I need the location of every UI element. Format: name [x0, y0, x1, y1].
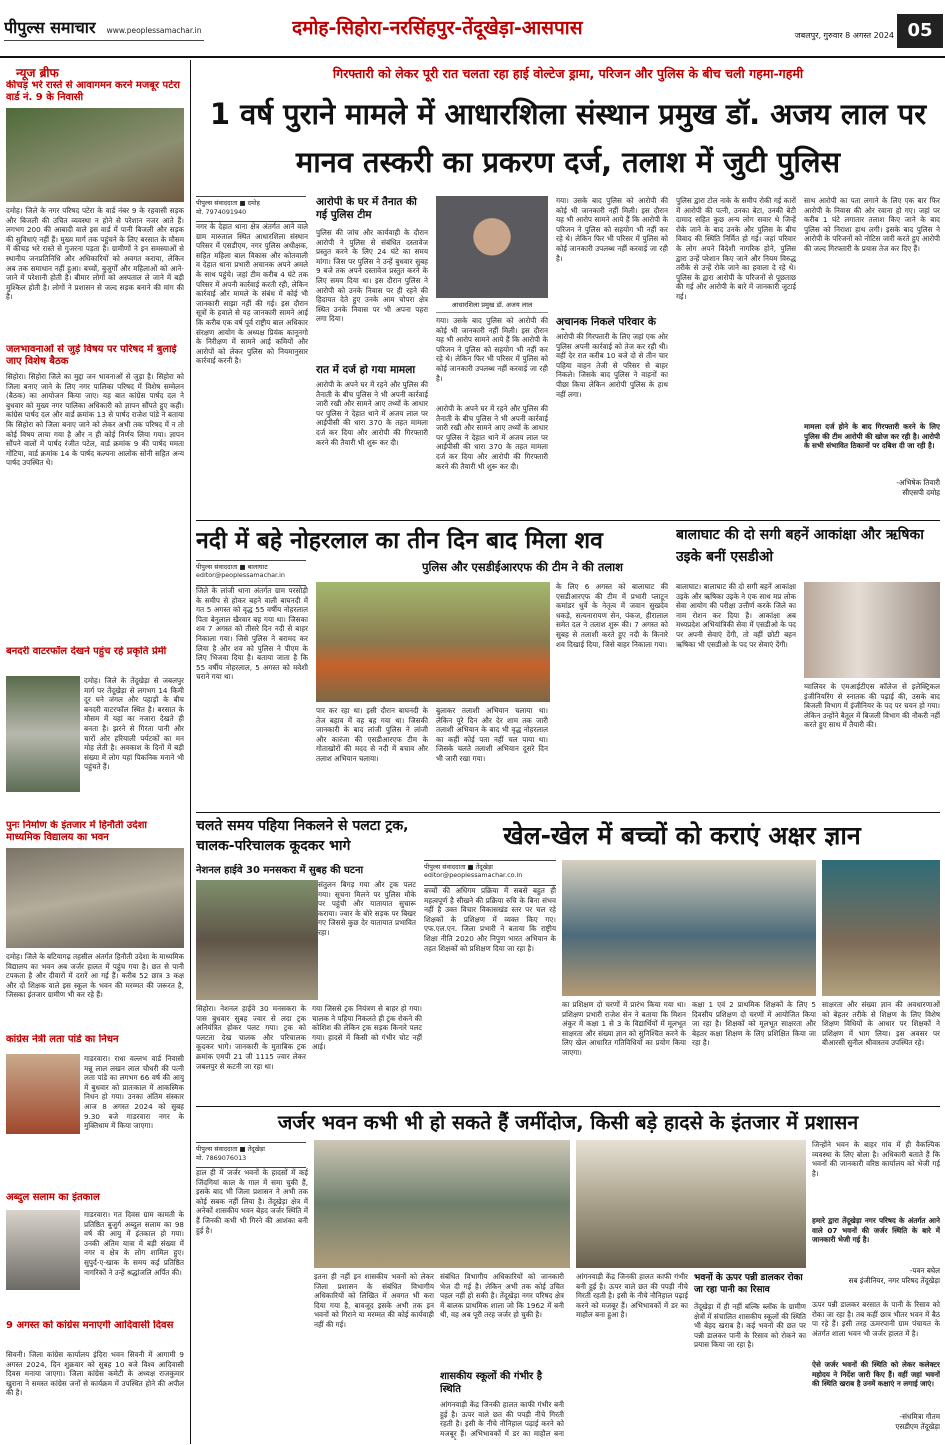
- truck-col1: सिहोरा। नेशनल हाईवे 30 मनसकरा के पास बुधवार सुबह ज्वार से लदा ट्रक अनियंत्रित होकर पलट गया। ट्रक को पलटता देख चालक और परिचालक कूदकर भागे। जानकारी के मुताबिक ट्रक क्रमांक एमपी 21 जी 1115 ज्वार लेकर जबलपुर से कटनी जा रहा था।: [196, 1004, 306, 1071]
- brief-7-title: 9 अगस्त को कांग्रेस मनाएगी आदिवासी दिवस: [6, 1320, 174, 1331]
- flood-col1: जिले के लांजी थाना अंतर्गत ग्राम परसोड़ी के समीप से होकर बहने वाली बाघनदी में गत 5 अगस्त को वृद्ध 55 वर्षीय नोहरलाल पिता बेनुलाल खैरवार बह गया था। जिसका शव 7 अगस्त को तीसरे दिन नदी से बाहर निकाला गया। जिसे पुलिस ने बरामद कर लिया है और शव को पुलिस ने पीएम के लिए भिजवा दिया है। बताया जाता है कि 55 वर्षीय नोहरलाल, 5 अगस्त को मवेशी चराने गया था।: [196, 586, 308, 682]
- khel-headline: खेल-खेल में बच्चों को कराएं अक्षर ज्ञान: [503, 821, 861, 850]
- lead-col1: नगर के देहात थाना क्षेत्र अंतर्गत आने वाले ग्राम मारुताल स्थित आधारशिला संस्थान परिसर में एसडीएम, नगर पुलिस अधीक्षक, सहित महिला बाल विकास और कोतवाली व देहात थाना प्रभारी अचानक अपने अमले के साथ पहुंचे। जहां टीम करीब 4 घंटे तक परिसर में अपनी कार्रवाई करती रही, लेकिन कार्रवाई और मामले के संबंध में कोई भी जानकारी साझा नहीं की गई। इस दौरान सूत्रों के हवाले से यह जानकारी सामने आई कि करीब एक वर्ष पूर्व राष्ट्रीय बाल अधिकार संरक्षण आयोग के अध्यक्ष प्रियंक कानूनगो के निरीक्षण में सामने आई कमियों और आरोपों को लेकर पुलिस को नियमानुसार कार्रवाई करनी है।: [196, 222, 308, 366]
- jarjar-col4: आंगनवाड़ी केंद्र जिनकी हालत काफी गंभीर बनी हुई है। ऊपर वाले छत की पपड़ी नीचे गिरती रहती है। इसी के नीचे नौनिहाल पढ़ाई करने को मजबूर हैं। अभिभावकों में डर का माहौल बना हुआ है।: [576, 1272, 688, 1320]
- brief-3-body: दमोह। जिले के तेंदूखेड़ा से जबलपुर मार्ग पर तेंदूखेड़ा से लगभग 14 किमी दूर घने जंगल और पहाड़ों के बीच बनदरी वाटरफॉल स्थित है। बरसात के मौसम में यहां का नजारा देखते ही बनता है। झरने से गिरता पानी और चारों ओर हरियाली पर्यटकों का मन मोह लेती है। अवकाश के दिनों में बड़ी संख्या में लोग यहां पिकनिक मनाने भी पहुंचते हैं।: [84, 676, 184, 772]
- masthead-rule: [0, 56, 945, 58]
- sdo-col2: ग्वालियर के एमआईटीएस कॉलेज से इलेक्ट्रिकल इंजीनियरिंग से स्नातक की पढ़ाई की, उसके बाद बिजली विभाग में इंजीनियर के पद पर चयन हो गया। लेकिन उन्होंने बैतूल में बिजली विभाग की नौकरी नहीं करते हुए साथ में तैयारी की।: [804, 682, 940, 730]
- masthead: [0, 0, 945, 56]
- lead-headline: 1 वर्ष पुराने मामले में आधारशिला संस्थान प्रमुख डॉ. अजय लाल पर मानव तस्करी का प्रकरण दर्ज, तलाश में जुटी पुलिस: [209, 97, 927, 179]
- lead-col2: पुलिस की जांच और कार्यवाही के दौरान आरोपी ने पुलिस से संबंधित दस्तावेज प्रस्तुत करने के लिए 24 घंटे का समय मांगा। जिस पर पुलिस ने उन्हें बुधवार सुबह 9 बजे तक अपने दस्तावेज प्रस्तुत करने के लिए समय दिया था। इस दौरान पुलिस ने आरोपी को उनके निवास पर ही रहने की हिदायत देते हुए उनके आम चोपरा क्षेत्र स्थित उनके निवास पर भी अपना पहरा लगा दिया।: [316, 228, 428, 324]
- jarjar-col2: इतना ही नहीं इन शासकीय भवनों को लेकर जिला प्रशासन के संबंधित विभागीय अधिकारियों को लिखित में अवगत भी करा दिया गया है, बावजूद इसके अभी तक इन भवनों को गिराने या मरम्मत की कोई कार्यवाही नहीं की गई।: [314, 1272, 434, 1329]
- lead-col3-head: अचानक निकले परिवार के: [556, 316, 656, 328]
- khel-col4: साक्षरता और संख्या ज्ञान की अवधारणाओं को बेहतर तरीके से शिक्षण के लिए विशेष शिक्षण विधियों के आधार पर शिक्षकों ने प्रशिक्षण में भाग लिया। इस अवसर पर बीआरसी सुनील श्रीवास्तव उपस्थित रहे।: [822, 1000, 940, 1048]
- flood-subhead: पुलिस और एसडीईआरएफ की टीम ने की तलाश: [422, 560, 623, 574]
- lead-col2-head: आरोपी के घर में तैनात की गई पुलिस टीम: [316, 196, 417, 221]
- brief-4-photo: [6, 848, 184, 948]
- flood-email: editor@peoplessamachar.in: [196, 571, 285, 579]
- page-number: 05: [897, 14, 943, 48]
- brief-1-body: दमोह। जिले के नगर परिषद पटेरा के वार्ड नंबर 9 के रहवासी सड़क और बिजली की उचित व्यवस्था न होने से परेशान नजर आते हैं। लगभग 200 की आबादी वाले इस वार्ड में पानी बिजली और सड़क की सुविधाएं नहीं हैं। मुख्य मार्ग तक पहुंचने के लिए बरसात के मौसम में कीचड़ भरे रास्ते से गुजरना पड़ता है। ग्रामीणों ने इन समस्याओं से स्थानीय जनप्रतिनिधि और अधिकारियों को अवगत कराया, लेकिन अब तक समाधान नहीं हुआ। बच्चों, बुजुर्गों और महिलाओं को आने-जाने में परेशानी होती है। बीमार लोगों को अस्पताल ले जाने में बड़ी मुश्किल होती है। लोगों ने प्रशासन से जल्द सड़क बनाने की मांग की है।: [6, 206, 184, 302]
- jarjar-photo-2: [576, 1140, 806, 1268]
- lead-kicker: गिरफ्तारी को लेकर पूरी रात चलता रहा हाई वोल्टेज ड्रामा, परिजन और पुलिस के बीच चली गहमा-गहमी: [332, 66, 804, 81]
- masthead-logo-block: [4, 16, 204, 41]
- truck-bottom-rule: [196, 1106, 940, 1107]
- jarjar-quote-1: हमारे द्वारा तेंदूखेड़ा नगर परिषद के अंतर्गत आने वाले 07 भवनों की जर्जर स्थिति के बारे में जानकारी भेजी गई है।: [812, 1216, 940, 1245]
- brief-6-body: गाडरवारा। गत दिवस ग्राम कामती के प्रतिष्ठित बुजुर्ग अब्दुल सलाम का 98 वर्ष की आयु में इंतकाल हो गया। उनकी अंतिम यात्रा में बड़ी संख्या में नगर व क्षेत्र के लोग शामिल हुए। सुपुर्द-ए-खाक के समय कई प्रतिष्ठित नागरिकों ने उन्हें श्रद्धांजलि अर्पित की।: [84, 1210, 184, 1277]
- jarjar-col5: तेंदूखेड़ा में ही नहीं बल्कि ब्लॉक के ग्रामीण क्षेत्रों में संचालित शासकीय स्कूलों की स्थिति भी बेहद खराब है। कई भवनों की छत पर पन्नी डालकर पानी के रिसाव को रोकने का प्रयास किया जा रहा है।: [694, 1302, 806, 1350]
- sdo-photo: [804, 582, 940, 678]
- brief-6-photo: [6, 1210, 80, 1290]
- jarjar-col3b: आंगनवाड़ी केंद्र जिनकी हालत काफी गंभीर बनी हुई है। ऊपर वाले छत की पपड़ी नीचे गिरती रहती है। इसी के नीचे नौनिहाल पढ़ाई करने को मजबूर हैं। अभिभावकों में डर का माहौल बना: [440, 1400, 564, 1438]
- jarjar-byline-text: पीपुल्स संवाददाता ■ तेंदूखेड़ा: [196, 1145, 265, 1153]
- sdo-headline: बालाघाट की दो सगी बहनें आकांक्षा और ऋषिका उइके बनीं एसडीओ: [676, 527, 924, 565]
- lead-bottom-rule: [196, 520, 940, 521]
- paper-url: www.peoplessamachar.in: [106, 26, 202, 35]
- brief-7-body: सिवनी। जिला कांग्रेस कार्यालय इंदिरा भवन सिवनी में आगामी 9 अगस्त 2024, दिन शुक्रवार को सुबह 10 बजे विश्व आदिवासी दिवस मनाया जाएगा। जिला कांग्रेस कमेटी के अध्यक्ष राजकुमार खुराना ने समस्त कांग्रेस जनों से कार्यक्रम में उपस्थित होने की अपील की है।: [6, 1350, 184, 1398]
- lead-col3: गया। उसके बाद पुलिस को आरोपी की कोई भी जानकारी नहीं मिली। इस दौरान यह भी आरोप सामने आये हैं कि आरोपी के परिजन ने पुलिस को सहयोग भी नहीं कर रहे थे। लेकिन फिर भी परिसर में पुलिस को कोई जानकारी उपलब्ध नहीं करवाई जा रही है।: [556, 196, 668, 263]
- lead-byline-text: पीपुल्स संवाददाता ■ दमोह: [196, 199, 260, 207]
- khel-col3: कक्षा 1 एवं 2 प्राथमिक शिक्षकों के लिए 5 दिवसीय प्रशिक्षण दो चरणों में आयोजित किया जा रहा है। शिक्षकों को मूलभूत साक्षरता और बेहतर कक्षा शिक्षण के लिए प्रशिक्षित किया जा रहा है।: [692, 1000, 816, 1048]
- region-title: [292, 14, 712, 44]
- brief-4-title: पुनः निर्माण के इंतजार में हिनौती उदेशा माध्यमिक विद्यालय का भवन: [6, 820, 147, 843]
- flood-col4: के लिए 6 अगस्त को बालाघाट की एसडीआरएफ की टीम में प्रभारी प्लाटून कमांडर धुर्वे के नेतृत्व में जवान सुखदेव धकड़े, सत्यनारायण सेन, पंकज, हीरालाल समेत दल ने तलाश शुरू की। 7 अगस्त को सुबह से तलाशी करते हुए नदी के किनारे शव दिखाई दिया, जिसे बाहर निकाला गया।: [556, 582, 668, 649]
- jarjar-byline: [196, 1142, 306, 1168]
- jarjar-subhead2: भवनों के ऊपर पन्नी डालकर रोका जा रहा पानी का रिसाव: [694, 1273, 803, 1295]
- jarjar-col1: हाल ही में जर्जर भवनों के हादसों में कई जिंदगियां काल के गाल में समा चुकी हैं, इसके बाद भी जिला प्रशासन ने अभी तक कोई सबक नहीं लिया है। तेंदूखेड़ा क्षेत्र में अनेकों शासकीय भवन बेहद जर्जर स्थिति में हैं जिनकी कभी भी गिरने की आशंका बनी हुई है।: [196, 1168, 308, 1235]
- khel-col2: का प्रशिक्षण दो चरणों में प्रारंभ किया गया था। प्रशिक्षण प्रभारी राजेश सेन ने बताया कि मिशन अंकुर में कक्षा 1 से 3 के विद्यार्थियों में मूलभूत साक्षरता और संख्या ज्ञान को सुनिश्चित करने के लिए खेल आधारित गतिविधियों का प्रयोग किया जाएगा।: [562, 1000, 686, 1057]
- dateline: जबलपुर, गुरुवार 8 अगस्त 2024: [794, 31, 894, 40]
- brief-3-photo: [6, 676, 80, 792]
- jarjar-photo-1: [314, 1140, 570, 1268]
- lead-mobile: मो. 7974091940: [196, 208, 247, 216]
- brief-2-title: जलभावनाओं से जुड़े विषय पर परिषद में बुलाई जाए विशेष बैठक: [6, 344, 177, 367]
- jarjar-quote-2-sign: -संधमित्रा गौतम: [899, 1412, 940, 1421]
- jarjar-col6: ऊपर पन्नी डालकर बरसात के पानी के रिसाव को रोका जा रहा है। तब कहीं छात्र भीतर भवन में बैठ पा रहे हैं। इसी तरह ऊमरपानी ग्राम पंचायत के अंतर्गत शाला भवन भी जर्जर हालत में है।: [812, 1300, 940, 1338]
- jarjar-quote-1-sign: -पवन बघेल: [909, 1266, 940, 1275]
- lead-quote: मामला दर्ज होने के बाद गिरफ्तारी करने के लिए पुलिस की टीम आरोपी की खोज कर रही है। आरोपी के सभी संभावित ठिकानों पर दबिश दी जा रही है।: [804, 422, 940, 451]
- jarjar-col3: संबंधित विभागीय अधिकारियों को जानकारी भेज दी गई है। लेकिन अभी तक कोई उचित पहल नहीं हो सकी है। तेंदूखेड़ा नगर परिषद क्षेत्र में बालक प्राथमिक शाला जो कि 1962 में बनी थी, वह अब पूरी तरह जर्जर हो चुकी है।: [440, 1272, 564, 1320]
- paper-name: पीपुल्स समाचार: [4, 18, 96, 37]
- khel-byline: [424, 860, 556, 886]
- khel-photo-1: [562, 860, 816, 996]
- jarjar-mobile: मो. 7869076013: [196, 1154, 247, 1162]
- flood-bottom-rule: [196, 812, 940, 813]
- lead-photo: [436, 196, 548, 298]
- brief-6-title: अब्दुल सलाम का इंतकाल: [6, 1192, 100, 1203]
- lead-col5: साथ आरोपी का पता लगाने के लिए एक बार फिर आरोपी के निवास की ओर रवाना हो गए। जहां पर करीब 1 घंटे लगातार तलाश किए जाने के बाद पुलिस को निराशा हाथ लगी। इसके बाद पुलिस ने आरोपी के परिजनों को नोटिस जारी करते हुए आरोपी की जल्द गिरफ्तारी के प्रयास तेज कर दिए हैं।: [804, 196, 940, 253]
- lead-col2b: आरोपी के अपने घर में रहने और पुलिस की तैनाती के बीच पुलिस ने भी अपनी कार्रवाई जारी रखी और सामने आए तथ्यों के आधार पर पुलिस ने देहात थाने में अजय लाल पर आईपीसी की धारा 370 के तहत मामला दर्ज कर दिया और आरोपी की गिरफ्तारी करने की तैयारी भी शुरू कर दी।: [316, 380, 428, 447]
- lead-byline: [196, 196, 306, 222]
- lead-quote-role: सीएसपी दमोह: [902, 488, 940, 497]
- flood-byline-text: पीपुल्स संवाददाता ■ बालाघाट: [196, 563, 268, 571]
- jarjar-headline: जर्जर भवन कभी भी हो सकते हैं जमींदोज, किसी बड़े हादसे के इंतजार में प्रशासन: [277, 1111, 859, 1134]
- brief-5-title: कांग्रेस नेत्री लता पांडे का निधन: [6, 1034, 119, 1045]
- jarjar-quote-2-role: एसडीएम तेंदूखेड़ा: [895, 1422, 940, 1431]
- khel-col1: बच्चों की अधिगम प्रक्रिया में सबसे बहुत ही महत्वपूर्ण है सीखने की प्रक्रिया रुचि के बिना संभव नहीं है उक्त विचार विकासखंड स्तर पर चल रहे शिक्षकों के प्रशिक्षण में व्यक्त किए गए। एफ.एल.एन. जिला प्रभारी ने बताया कि राष्ट्रीय शिक्षा नीति 2020 और निपुण भारत अभियान के तहत शिक्षकों को प्रशिक्षण दिया जा रहा है।: [424, 886, 556, 953]
- lead-col3c: आरोपी के अपने घर में रहने और पुलिस की तैनाती के बीच पुलिस ने भी अपनी कार्रवाई जारी रखी और सामने आए तथ्यों के आधार पर पुलिस ने देहात थाने में अजय लाल पर आईपीसी की धारा 370 के तहत मामला दर्ज कर दिया और आरोपी की गिरफ्तारी करने की तैयारी भी शुरू कर दी।: [436, 404, 548, 471]
- jarjar-quote-1-box: [812, 1216, 940, 1296]
- jarjar-subhead: शासकीय स्कूलों की गंभीर है स्थिति: [440, 1371, 543, 1395]
- flood-byline: [196, 560, 306, 586]
- flood-col3: बुलाकर तलाशी अभियान चलाया था। लेकिन पूरे दिन और देर शाम तक जारी तलाशी अभियान के बाद भी वृद्ध नोहरलाल का कहीं कोई पता नहीं चल पाया था। जिसके चलते तलाशी अभियान दूसरे दिन भी जारी रखा गया।: [436, 706, 548, 763]
- sdo-col1: बालाघाट। बालाघाट की दो सगी बहनें आकांक्षा उइके और ऋषिका उइके ने एक साथ मप्र लोक सेवा आयोग की परीक्षा उत्तीर्ण करके जिले का नाम रोशन कर दिया है। आकांक्षा अब मध्यप्रदेश अभियांत्रिकी सेवा में एसडीओ के पद पर अपनी सेवाएं देंगी, तो वहीं छोटी बहन ऋषिका भी एसडीओ के पद पर सेवाएं देंगी।: [676, 582, 796, 649]
- truck-headline: चलते समय पहिया निकलने से पलटा ट्रक, चालक-परिचालक कूदकर भागे: [196, 818, 409, 854]
- lead-quote-box: [804, 422, 940, 512]
- lead-col3-extra: गया। उसके बाद पुलिस को आरोपी की कोई भी जानकारी नहीं मिली। इस दौरान यह भी आरोप सामने आये हैं कि आरोपी के परिजन ने पुलिस को सहयोग भी नहीं कर रहे थे। लेकिन फिर भी परिसर में पुलिस को कोई जानकारी उपलब्ध नहीं करवाई जा रही है।: [436, 316, 548, 383]
- jarjar-quote-2-box: [812, 1360, 940, 1442]
- brief-1-photo: [6, 108, 184, 202]
- truck-col2: गया जिससे ट्रक नियंत्रण से बाहर हो गया। चालक ने पहिया निकलते ही ट्रक रोकने की कोशिश की लेकिन ट्रक सड़क किनारे पलट गया। हादसे में किसी को गंभीर चोट नहीं आई।: [312, 1004, 422, 1052]
- khel-byline-text: पीपुल्स संवाददाता ■ तेंदूखेड़ा: [424, 863, 493, 871]
- brief-4-body: दमोह। जिले के बटियागढ़ तहसील अंतर्गत हिनौती उदेशा के माध्यमिक विद्यालय का भवन अब जर्जर हालत में पहुंच गया है। छत से पानी टपकता है और दीवारों में दरारें आ गई हैं। करीब 52 छात्र 3 कक्ष और दो शिक्षक वाले इस स्कूल के भवन की मरम्मत की जरूरत है, जिसका इंतजार ग्रामीण भी कर रहे हैं।: [6, 952, 184, 1000]
- brief-3-title: बनदरी वाटरफॉल देखने पहुंच रहे प्रकृति प्रेमी: [6, 646, 167, 657]
- jarjar-quote-2: ऐसे जर्जर भवनों की स्थिति को लेकर कलेक्टर महोदय ने निर्देश जारी किए हैं। वहीं जहां भवनों की स्थिति खराब है उनमें कक्षाएं न लगाई जाएं।: [812, 1360, 940, 1389]
- jarjar-quote-1-role: सब इंजीनियर, नगर परिषद तेंदूखेड़ा: [848, 1276, 940, 1285]
- jarjar-col7: जिन्होंने भवन के बाहर गांव में ही वैकल्पिक व्यवस्था के लिए बोला है। अधिकारी बताते हैं कि भवनों की जानकारी वरिष्ठ कार्यालय को भेजी गई है।: [812, 1140, 940, 1178]
- left-column-divider: [190, 60, 191, 1444]
- truck-subhead: नेशनल हाईवे 30 मनसकरा में सुबह की घटना: [196, 865, 364, 876]
- news-brief-column: [6, 62, 186, 1442]
- flood-photo: [316, 582, 550, 702]
- brief-1-title: कीचड़ भरे रास्ते से आवागमन करने मजबूर पटेरा वार्ड नं. 9 के निवासी: [6, 80, 180, 103]
- khel-photo-2: [822, 860, 940, 996]
- truck-col3: संतुलन बिगड़ गया और ट्रक पलट गया। सूचना मिलने पर पुलिस मौके पर पहुंची और यातायात सुचारू कराया। ज्वार के बोरे सड़क पर बिखर गए जिससे कुछ देर यातायात प्रभावित रहा।: [318, 880, 416, 1000]
- brief-5-photo: [6, 1054, 80, 1134]
- lead-col2-head2: रात में दर्ज हो गया मामला: [316, 364, 416, 376]
- lead-photo-caption: आधारशिला प्रमुख डॉ. अजय लाल: [436, 300, 548, 313]
- news-brief-label: न्यूज ब्रीफ: [16, 66, 59, 80]
- flood-headline: नदी में बहे नोहरलाल का तीन दिन बाद मिला शव: [196, 528, 603, 554]
- lead-col4: पुलिस द्वारा टोल नाके के समीप रोकी गई कारों में आरोपी की पत्नी, उनका बेटा, उनकी बेटी दामाद सहित कुछ अन्य लोग सवार थे जिन्हें रोके जाने के बाद उनके और पुलिस के बीच विवाद की स्थिति निर्मित हो गई। जहां परिवार के लोग अपने विदेशी नागरिक होने, पुलिस द्वारा उन्हें परेशान किए जाने और नियम विरुद्ध तरीके से उन्हें रोके जाने का हवाला दे रहे थे। पुलिस के द्वारा आरोपी के परिजनों से पूछताछ की गई और आरोपी के बारे में जानकारी जुटाई गई।: [676, 196, 796, 301]
- brief-5-body: गाडरवारा। राधा वल्लभ वार्ड निवासी मन्नू लाल लखन लाल चौधरी की पत्नी लता पांडे का लगभग 66 वर्ष की आयु में बुधवार को प्रातःकाल में आकस्मिक निधन हो गया। उनका अंतिम संस्कार आज 8 अगस्त 2024 को सुबह 9.30 बजे गाडरवारा नगर के मुक्तिधाम में किया जाएगा।: [84, 1054, 184, 1131]
- lead-quote-sign: -अभिषेक तिवारी: [896, 478, 940, 487]
- khel-email: editor@peoplessamachar.co.in: [424, 871, 523, 879]
- flood-col2: पार कर रहा था। इसी दौरान बाघनदी के तेज बहाव में वह बह गया था। जिसकी जानकारी के बाद लांजी पुलिस ने लांजी और कारंजा की एसडीआरएफ टीम के गोताखोरों की मदद से नदी में बचाव और तलाश अभियान चलाया।: [316, 706, 428, 763]
- lead-col3b: आरोपी की गिरफ्तारी के लिए जहां एक ओर पुलिस अपनी कार्रवाई को तेज कर रही थी। वहीं देर रात करीब 10 बजे दो से तीन चार पहिया वाहन तेजी से परिसर से बाहर निकले। जिसके बाद पुलिस ने वाहनों का पीछा किया लेकिन आरोपी पुलिस के हाथ नहीं लगा।: [556, 332, 668, 399]
- brief-2-body: सिहोरा। सिहोरा जिले का मुद्दा जन भावनाओं से जुड़ा है। सिहोरा को जिला बनाए जाने के लिए नगर पालिका परिषद में विशेष सम्मेलन (बैठक) का आयोजन किया जाए। यह बात कांग्रेस पार्षद दल ने बुधवार को मुख्य नगर पालिका अधिकारी को ज्ञापन सौंपते हुए कही। कांग्रेस पार्षद दल और वार्ड क्रमांक 13 से पार्षद राजेश पांडे ने बताया कि सिहोरा को जिला बनाए जाने को लेकर अभी तक परिषद में न तो कोई विषय लाया गया है और न ही कोई निर्णय लिया गया। ज्ञापन सौंपने वालों में पार्षद रंजीत पटेल, वार्ड क्रमांक 9 की पार्षद ममता गोंटिया, वार्ड क्रमांक 14 के पार्षद कल्पना आलोक सोनी सहित अन्य पार्षद उपस्थित थे।: [6, 372, 184, 468]
- region-title-text: दमोह-सिहोरा-नरसिंहपुर-तेंदूखेड़ा-आसपास: [292, 17, 583, 39]
